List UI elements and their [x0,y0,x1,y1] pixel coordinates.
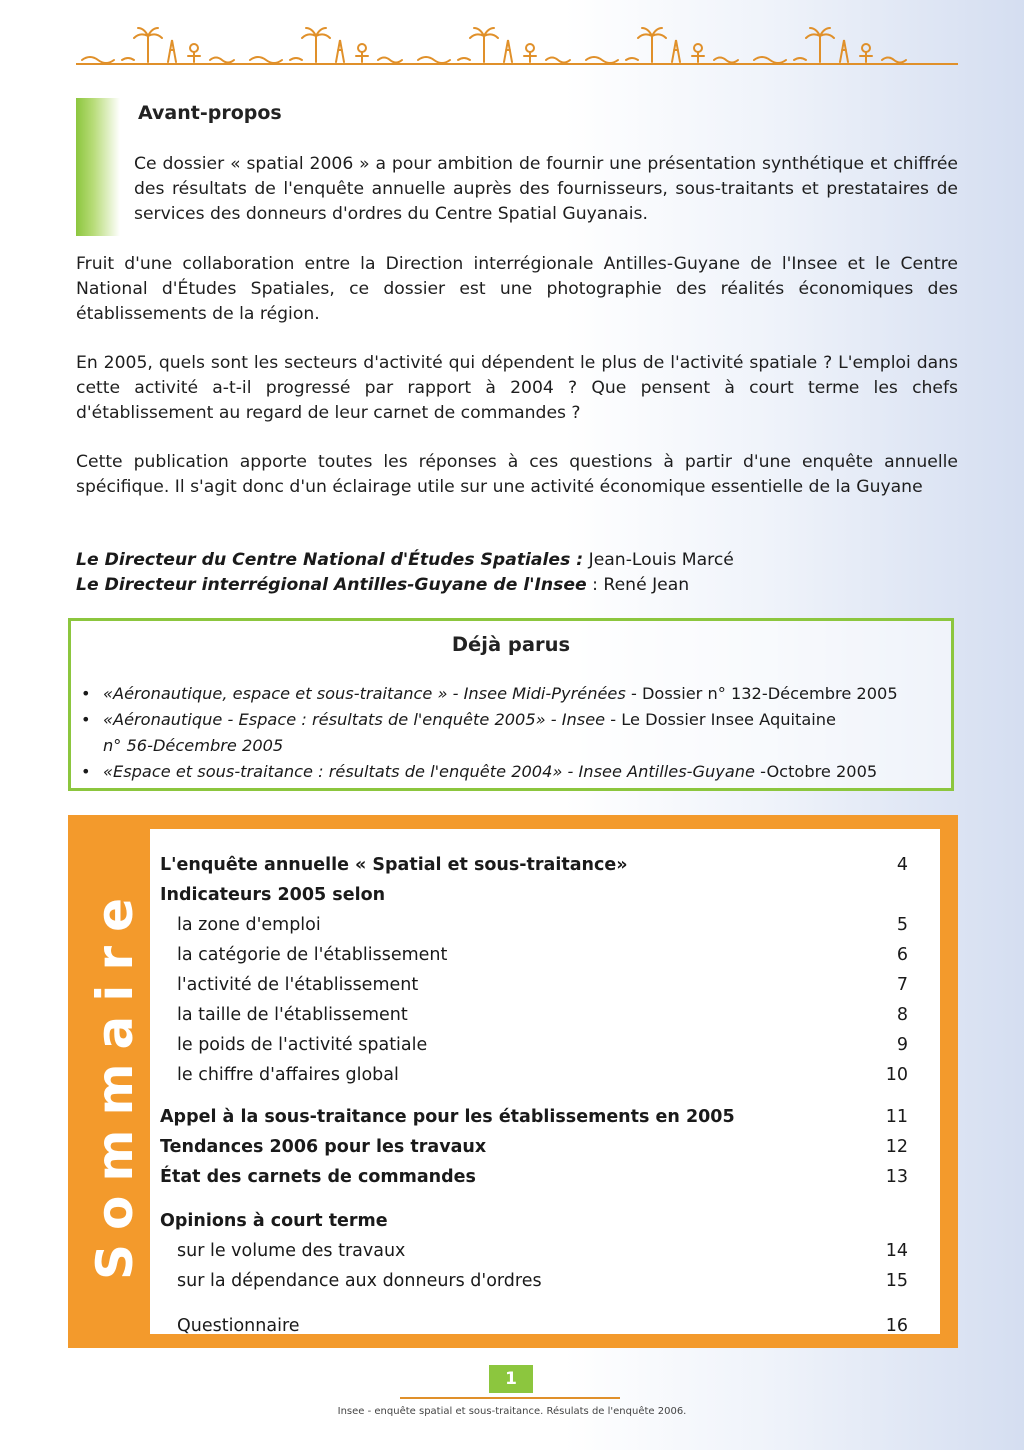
signature-name: : René Jean [586,575,690,595]
signature-name: Jean-Louis Marcé [583,550,734,570]
publication-date: n° 56-Décembre 2005 [103,736,284,755]
foreword-title: Avant-propos [138,102,282,124]
publication-ref: - Le Dossier Insee Aquitaine [605,710,836,729]
list-item [81,681,941,707]
toc-entry-label: État des carnets de commandes [160,1167,476,1187]
toc-entry[interactable] [150,1269,940,1297]
toc-entry[interactable] [150,913,940,941]
toc-entry-page: 4 [896,855,908,875]
toc-entry-label: la zone d'emploi [177,915,321,935]
signatures [76,548,958,598]
toc-entry-label: L'enquête annuelle « Spatial et sous-traitance» [160,855,628,875]
toc-entry-page: 9 [896,1035,908,1055]
deja-parus-list [81,681,941,785]
foreword-paragraph-1: Ce dossier « spatial 2006 » a pour ambition de fournir une présentation synthétique et chiffrée des résultats de l'enquête annuelle auprès des fournisseurs, sous-traitants et prestataires de services des donneurs d'ordres du Centre Spatial Guyanais. [134,154,958,224]
toc-entry-label: la catégorie de l'établissement [177,945,448,965]
toc-entry-label: Tendances 2006 pour les travaux [160,1137,487,1157]
sommaire-side-text: Sommaire [86,883,145,1280]
toc-entry-label: Appel à la sous-traitance pour les établissements en 2005 [160,1107,735,1127]
list-item [81,759,941,785]
toc-entry-page: 13 [885,1167,908,1187]
toc-entry[interactable] [150,1314,940,1342]
toc-entry-label: l'activité de l'établissement [177,975,419,995]
toc-entry-page: 5 [896,915,908,935]
toc-entry[interactable] [150,1135,940,1163]
toc-entry[interactable] [150,883,940,911]
toc-entry-label: le chiffre d'affaires global [177,1065,399,1085]
toc-entry[interactable] [150,1105,940,1133]
toc-entry-page: 12 [885,1137,908,1157]
toc-entry[interactable] [150,1003,940,1031]
toc-entry-label: la taille de l'établissement [177,1005,408,1025]
signature-role: Le Directeur interrégional Antilles-Guyane de l'Insee [76,575,587,595]
publication-ref: - Dossier n° 132-Décembre 2005 [625,684,898,703]
publication-title: «Espace et sous-traitance : résultats de l'enquête 2004» - Insee Antilles-Guyane [103,762,755,781]
list-item [81,707,941,759]
publication-ref: -Octobre 2005 [755,762,878,781]
toc-entry[interactable] [150,1165,940,1193]
toc-entry[interactable] [150,973,940,1001]
toc-entry-label: sur le volume des travaux [177,1241,406,1261]
toc-entry[interactable] [150,1209,940,1237]
foreword-paragraph-4: Cette publication apporte toutes les réponses à ces questions à partir d'une enquête annuelle spécifique. Il s'agit donc d'un éclairage utile sur une activité économique essentielle de la Guyane [76,452,958,497]
banner-rule [76,63,958,65]
toc-entry-page: 14 [885,1241,908,1261]
table-of-contents [150,829,940,1334]
footer-caption: Insee - enquête spatial et sous-traitance. Résulats de l'enquête 2006. [337,1406,687,1417]
toc-entry[interactable] [150,943,940,971]
toc-entry-page: 8 [896,1005,908,1025]
deja-parus-box [68,618,954,791]
toc-entry-label: sur la dépendance aux donneurs d'ordres [177,1271,542,1291]
toc-entry-label: Indicateurs 2005 selon [160,885,386,905]
toc-entry-page: 6 [896,945,908,965]
sommaire-side-label [76,815,154,1348]
toc-entry[interactable] [150,1033,940,1061]
footer-rule [400,1397,620,1399]
toc-entry-page: 11 [885,1107,908,1127]
toc-entry-page: 7 [896,975,908,995]
foreword-paragraph-3: En 2005, quels sont les secteurs d'activité qui dépendent le plus de l'activité spatiale ? L'emploi dans cette activité a-t-il progressé par rapport à 2004 ? Que pensent à court terme les chefs d'établissement au regard de leur carnet de commandes ? [76,353,958,423]
page-number: 1 [489,1365,533,1393]
deja-parus-title: Déjà parus [451,633,571,656]
palm-tree-rocket-decoration-icon [76,18,958,68]
toc-entry-label: le poids de l'activité spatiale [177,1035,428,1055]
publication-title: «Aéronautique - Espace : résultats de l'enquête 2005» - Insee [103,710,606,729]
signature-cnes [76,548,958,573]
toc-entry-label: Questionnaire [177,1316,300,1336]
foreword-paragraph-2: Fruit d'une collaboration entre la Direction interrégionale Antilles-Guyane de l'Insee et le Centre National d'Études Spatiales, ce dossier est une photographie des réalités économiques des établissements de la région. [76,254,958,324]
toc-entry[interactable] [150,1063,940,1091]
publication-title: «Aéronautique, espace et sous-traitance » - Insee Midi-Pyrénées [103,684,626,703]
foreword-accent-bar [76,98,120,236]
toc-entry[interactable] [150,1239,940,1267]
toc-entry-label: Opinions à court terme [160,1211,388,1231]
signature-role: Le Directeur du Centre National d'Études Spatiales : [76,550,584,570]
toc-entry-page: 16 [885,1316,908,1336]
sommaire-panel [68,815,958,1348]
signature-insee [76,573,958,598]
toc-entry-page: 15 [885,1271,908,1291]
toc-entry-page: 10 [885,1065,908,1085]
toc-entry[interactable] [150,853,940,881]
header-banner [76,18,958,68]
